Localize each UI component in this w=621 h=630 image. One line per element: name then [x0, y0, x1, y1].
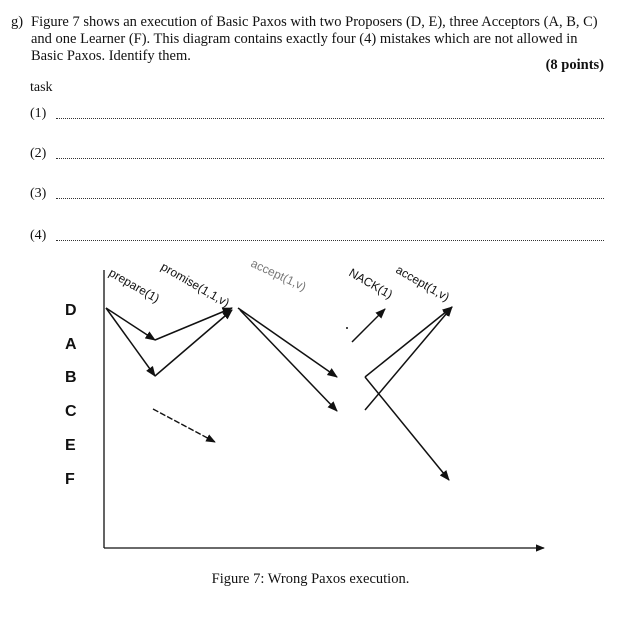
answer-number: (4)	[30, 228, 47, 243]
dotted-line	[56, 198, 604, 199]
stray-mark	[346, 327, 348, 329]
row-label-c: C	[65, 403, 77, 420]
dotted-line	[56, 240, 604, 241]
figure-caption: Figure 7: Wrong Paxos execution.	[211, 571, 410, 587]
answer-number: (3)	[30, 186, 47, 201]
label-accept-2: accept(1,v)	[393, 262, 452, 305]
arrow-prepare-a	[106, 308, 155, 340]
row-label-d: D	[65, 302, 77, 319]
arrow-promise-a	[155, 308, 232, 340]
row-label-b: B	[65, 369, 77, 386]
answer-line-3[interactable]	[30, 186, 604, 204]
question-body: Figure 7 shows an execution of Basic Paxos with two Proposers (D, E), three Acceptors (A, B, C) and one Learner (F). This diagram contains exactly four (4) mistakes which are not allowed in Basic Paxos. Identify them.	[31, 14, 598, 64]
answer-line-2[interactable]	[30, 146, 604, 164]
arrow-accept-b-f	[365, 377, 449, 480]
question-prefix: g)	[11, 14, 24, 30]
label-nack: NACK(1)	[346, 265, 396, 302]
row-label-a: A	[65, 336, 77, 353]
label-prepare: prepare(1)	[106, 265, 163, 306]
arrow-nack	[352, 309, 385, 342]
dotted-line	[56, 158, 604, 159]
arrow-accept-d-2	[240, 310, 337, 411]
arrow-promise-b	[155, 310, 232, 376]
dotted-line	[56, 118, 604, 119]
answer-number: (2)	[30, 146, 47, 161]
question-text-block	[11, 14, 607, 65]
arrow-accept-b-d	[365, 307, 452, 377]
answer-number: (1)	[30, 106, 47, 121]
row-label-f: F	[65, 471, 75, 488]
arrow-accept-d-1	[238, 308, 337, 377]
answer-line-1[interactable]	[30, 106, 604, 124]
label-promise: promise(1,1,v)	[158, 259, 232, 310]
label-accept-1: accept(1,v)	[248, 256, 309, 294]
arrow-accept-c-d	[365, 307, 452, 410]
answer-line-4[interactable]	[30, 228, 604, 246]
task-label: task	[30, 80, 53, 95]
row-label-e: E	[65, 437, 76, 454]
paxos-diagram	[0, 250, 621, 570]
arrow-c-to-e	[153, 409, 215, 442]
arrow-prepare-b	[106, 308, 155, 376]
points-label: (8 points)	[545, 57, 604, 73]
